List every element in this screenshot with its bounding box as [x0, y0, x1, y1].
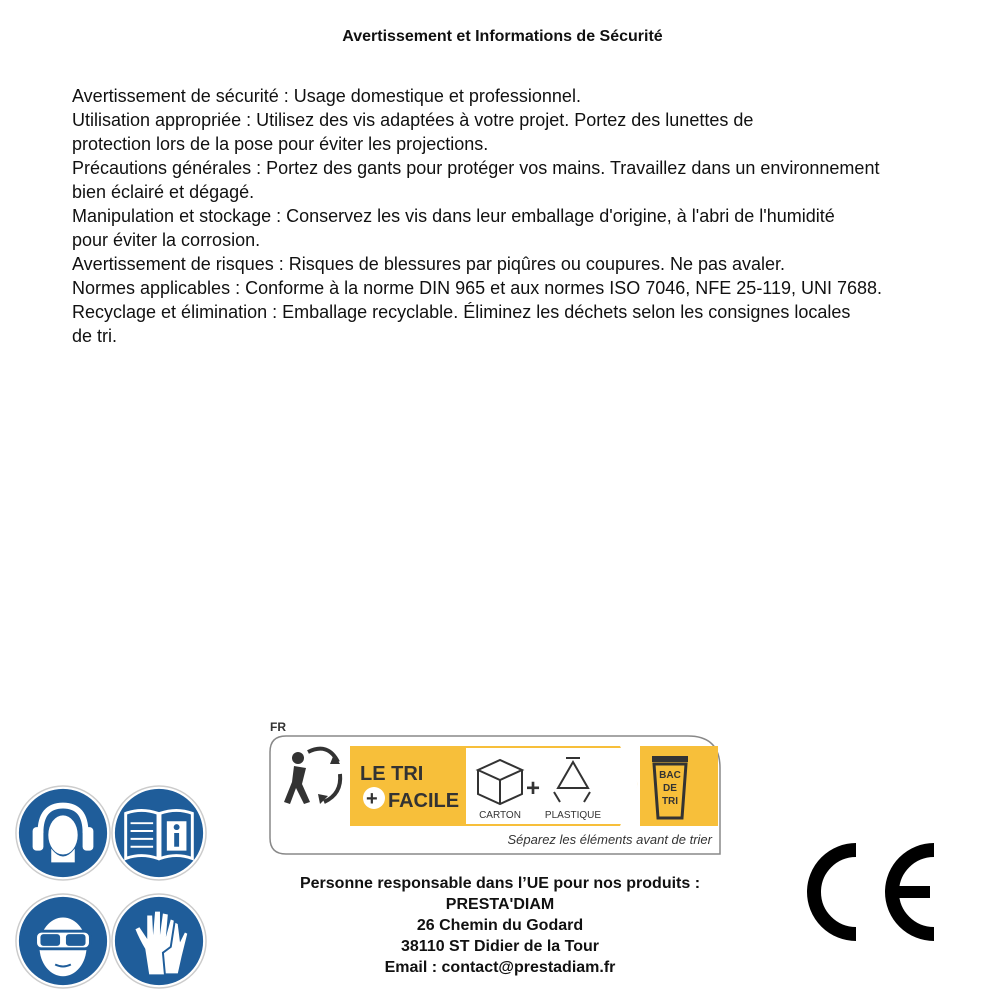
safety-text — [72, 84, 992, 348]
triman-tagline: Séparez les éléments avant de trier — [507, 832, 712, 847]
text-line: Utilisation appropriée : Utilisez des vis adaptées à votre projet. Portez des lunettes de — [72, 110, 754, 130]
svg-text:TRI: TRI — [661, 796, 679, 807]
recycling-bin-icon — [652, 756, 688, 818]
text-line: Avertissement de sécurité : Usage domestique et professionnel. — [72, 86, 581, 106]
brand-plus: + — [366, 788, 378, 810]
responsible-person-block — [200, 873, 800, 978]
text-line: Recyclage et élimination : Emballage recyclable. Éliminez les déchets selon les consignes locales — [72, 302, 851, 322]
text-line: Avertissement de risques : Risques de blessures par piqûres ou coupures. Ne pas avaler. — [72, 254, 786, 274]
country-code: FR — [270, 720, 286, 734]
ce-mark-icon — [798, 842, 938, 942]
svg-text:BAC: BAC — [659, 770, 681, 781]
ear-protection-icon — [14, 784, 112, 882]
text-line: bien éclairé et dégagé. — [72, 182, 255, 202]
address-line: 26 Chemin du Godard — [416, 917, 584, 934]
item-carton: CARTON — [479, 810, 521, 821]
svg-text:DE: DE — [663, 783, 677, 794]
text-line: Normes applicables : Conforme à la norme DIN 965 et aux normes ISO 7046, NFE 25-119, UNI 7688. — [72, 278, 883, 298]
address-line: 38110 ST Didier de la Tour — [401, 938, 599, 955]
triman-recycling-label — [268, 718, 728, 860]
brand-line-2: FACILE — [388, 790, 460, 812]
item-plastique: PLASTIQUE — [544, 810, 602, 821]
item-plus: + — [525, 775, 541, 802]
text-line: protection lors de la pose pour éviter les projections. — [72, 134, 489, 154]
gloves-icon — [110, 892, 208, 990]
text-line: Précautions générales : Portez des gants pour protéger vos mains. Travaillez dans un environnement — [72, 158, 880, 178]
address-line: Personne responsable dans l’UE pour nos produits : — [299, 875, 701, 892]
brand-line-1: LE TRI — [360, 763, 424, 785]
page-title: Avertissement et Informations de Sécurité — [342, 28, 663, 45]
eye-protection-icon — [14, 892, 112, 990]
text-line: de tri. — [72, 326, 118, 346]
text-line: Manipulation et stockage : Conservez les vis dans leur emballage d'origine, à l'abri de l'humidité — [72, 206, 835, 226]
text-line: pour éviter la corrosion. — [72, 230, 261, 250]
company-name: PRESTA'DIAM — [445, 896, 555, 913]
email-line[interactable]: Email : contact@prestadiam.fr — [384, 959, 616, 976]
read-manual-icon — [110, 784, 208, 882]
